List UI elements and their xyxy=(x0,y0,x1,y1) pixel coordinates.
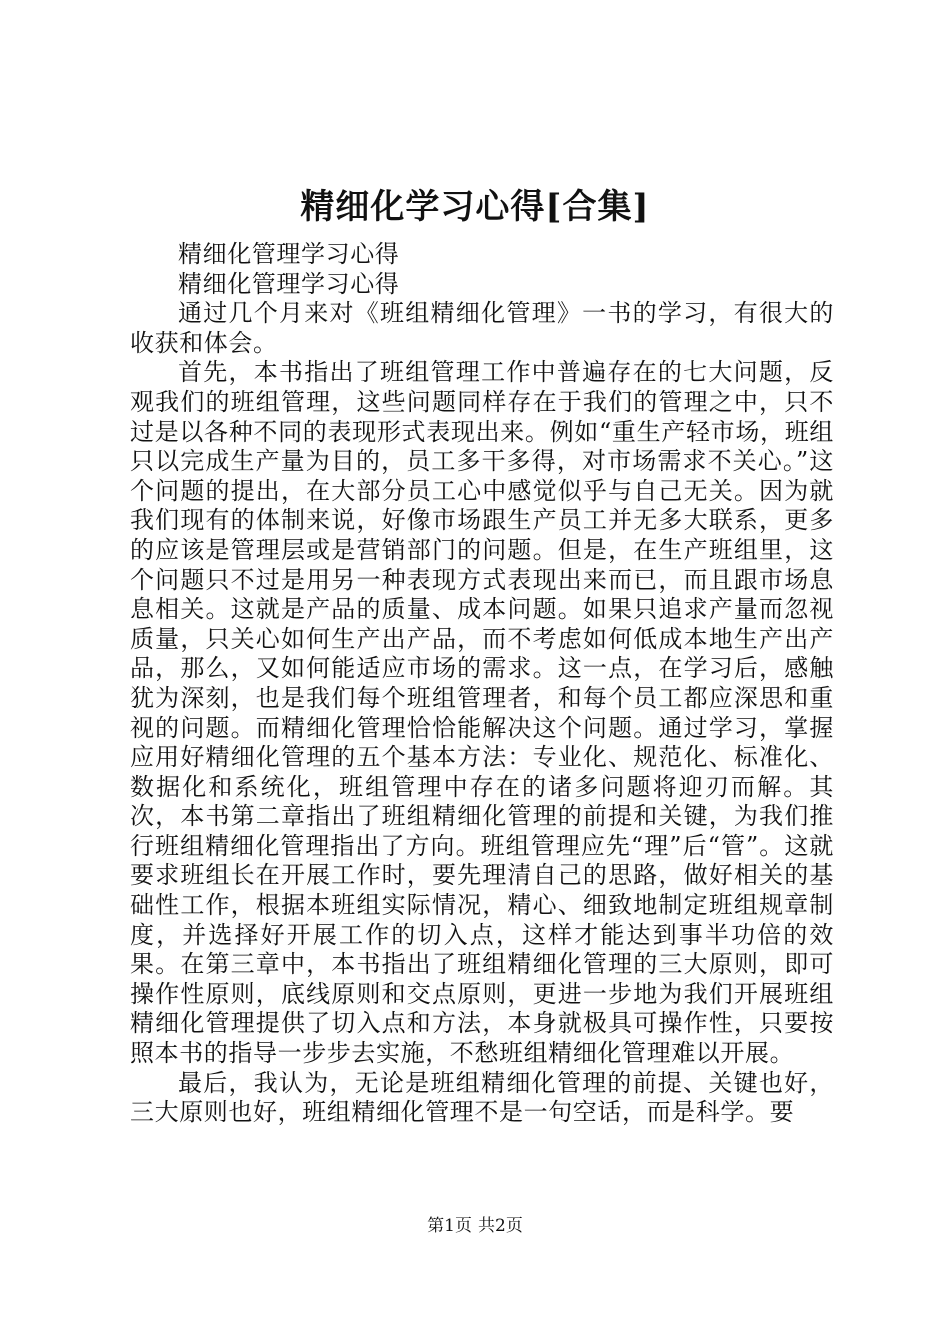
paragraph: 最后，我认为，无论是班组精细化管理的前提、关键也好，三大原则也好，班组精细化管理不是一句空话，而是科学。要 xyxy=(130,1068,834,1127)
document-title: 精细化学习心得[合集] xyxy=(300,187,650,227)
document-body xyxy=(130,240,834,1128)
page-number: 第1页 xyxy=(427,1216,472,1236)
page-total: 共2页 xyxy=(478,1216,523,1236)
paragraph: 首先，本书指出了班组管理工作中普遍存在的七大问题，反观我们的班组管理，这些问题同样存在于我们的管理之中，只不过是以各种不同的表现形式表现出来。例如“重生产轻市场，班组只以完成生产量为目的，员工多干多得，对市场需求不关心。”这个问题的提出，在大部分员工心中感觉似乎与自己无关。因为就我们现有的体制来说，好像市场跟生产员工并无多大联系，更多的应该是管理层或是营销部门的问题。但是，在生产班组里，这个问题只不过是用另一种表现方式表现出来而已，而且跟市场息息相关。这就是产品的质量、成本问题。如果只追求产量而忽视质量，只关心如何生产出产品，而不考虑如何低成本地生产出产品，那么，又如何能适应市场的需求。这一点，在学习后，感触犹为深刻，也是我们每个班组管理者，和每个员工都应深思和重视的问题。而精细化管理恰恰能解决这个问题。通过学习，掌握应用好精细化管理的五个基本方法：专业化、规范化、标准化、数据化和系统化，班组管理中存在的诸多问题将迎刃而解。其次，本书第二章指出了班组精细化管理的前提和关键，为我们推行班组精细化管理指出了方向。班组管理应先“理”后“管”。这就要求班组长在开展工作时，要先理清自己的思路，做好相关的基础性工作，根据本班组实际情况，精心、细致地制定班组规章制度，并选择好开展工作的切入点，这样才能达到事半功倍的效果。在第三章中，本书指出了班组精细化管理的三大原则，即可操作性原则，底线原则和交点原则，更进一步地为我们开展班组精细化管理提供了切入点和方法，本身就极具可操作性，只要按照本书的指导一步步去实施，不愁班组精细化管理难以开展。 xyxy=(130,358,834,1068)
paragraph: 精细化管理学习心得 xyxy=(178,240,400,268)
paragraph: 通过几个月来对《班组精细化管理》一书的学习，有很大的收获和体会。 xyxy=(130,299,834,357)
page-footer xyxy=(0,1214,950,1238)
paragraph: 精细化管理学习心得 xyxy=(178,269,400,298)
